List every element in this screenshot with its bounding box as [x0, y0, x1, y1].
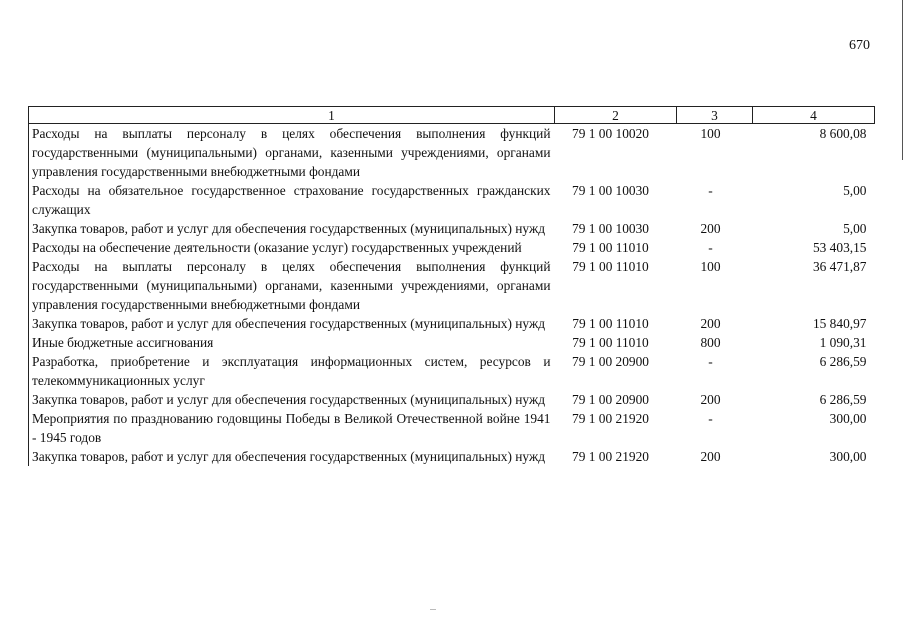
table-row — [29, 181, 875, 219]
column-header-2: 2 — [555, 107, 677, 124]
row-amount-cell: 8 600,08 — [819, 126, 867, 141]
row-expense-type-cell: 100 — [700, 259, 721, 274]
scan-speck — [430, 609, 436, 610]
row-name-cell: Закупка товаров, работ и услуг для обеспечения государственных (муниципальных) нужд — [29, 314, 555, 333]
row-name-cell: Расходы на обязательное государственное страхование государственных гражданских служащих — [29, 181, 555, 219]
row-name-cell: Разработка, приобретение и эксплуатация информационных систем, ресурсов и телекоммуникационных услуг — [29, 352, 555, 390]
row-code-cell: 79 1 00 11010 — [572, 316, 649, 331]
row-name-cell: Расходы на обеспечение деятельности (оказание услуг) государственных учреждений — [29, 238, 555, 257]
row-code-cell: 79 1 00 21920 — [572, 411, 649, 426]
row-code-cell: 79 1 00 11010 — [572, 240, 649, 255]
budget-table — [28, 106, 875, 466]
row-expense-type-cell: 200 — [700, 316, 721, 331]
row-amount-cell: 36 471,87 — [812, 259, 867, 274]
row-expense-type-cell: 200 — [700, 449, 721, 464]
row-code-cell: 79 1 00 10020 — [572, 126, 649, 141]
row-amount-cell: 6 286,59 — [819, 392, 867, 407]
column-header-4: 4 — [753, 107, 875, 124]
row-name-cell: Закупка товаров, работ и услуг для обеспечения государственных (муниципальных) нужд — [29, 447, 555, 466]
row-expense-type-cell: 100 — [700, 126, 721, 141]
page-number: 670 — [849, 38, 870, 53]
row-amount-cell: 53 403,15 — [812, 240, 867, 255]
row-amount-cell: 6 286,59 — [819, 354, 867, 369]
column-header-3: 3 — [677, 107, 753, 124]
row-name-cell: Закупка товаров, работ и услуг для обеспечения государственных (муниципальных) нужд — [29, 219, 555, 238]
table-row — [29, 124, 875, 182]
table-row — [29, 314, 875, 333]
row-expense-type-cell: - — [708, 240, 713, 255]
table-row — [29, 390, 875, 409]
row-expense-type-cell: - — [708, 354, 713, 369]
row-amount-cell: 1 090,31 — [819, 335, 867, 350]
row-code-cell: 79 1 00 11010 — [572, 259, 649, 274]
row-code-cell: 79 1 00 10030 — [572, 221, 649, 236]
table-body — [29, 124, 875, 467]
row-expense-type-cell: 200 — [700, 221, 721, 236]
table-row — [29, 219, 875, 238]
row-name-cell: Расходы на выплаты персоналу в целях обеспечения выполнения функций государственными (муниципальными) органами, казенными учреждениями, органами управления государственными внебюджетными фондами — [29, 257, 555, 314]
row-code-cell: 79 1 00 21920 — [572, 449, 649, 464]
table-row — [29, 238, 875, 257]
table-row — [29, 333, 875, 352]
table-row — [29, 409, 875, 447]
row-amount-cell: 300,00 — [829, 411, 867, 426]
row-code-cell: 79 1 00 20900 — [572, 354, 649, 369]
scan-edge-line — [902, 0, 903, 160]
table-row — [29, 447, 875, 466]
column-header-1: 1 — [29, 107, 555, 124]
row-expense-type-cell: 800 — [700, 335, 721, 350]
row-code-cell: 79 1 00 11010 — [572, 335, 649, 350]
row-name-cell: Закупка товаров, работ и услуг для обеспечения государственных (муниципальных) нужд — [29, 390, 555, 409]
row-name-cell: Расходы на выплаты персоналу в целях обеспечения выполнения функций государственными (муниципальными) органами, казенными учреждениями, органами управления государственными внебюджетными фондами — [29, 124, 555, 182]
header-row — [29, 107, 875, 124]
row-code-cell: 79 1 00 20900 — [572, 392, 649, 407]
row-amount-cell: 15 840,97 — [812, 316, 867, 331]
row-name-cell: Иные бюджетные ассигнования — [29, 333, 555, 352]
row-amount-cell: 5,00 — [843, 221, 867, 236]
row-amount-cell: 300,00 — [829, 449, 867, 464]
row-expense-type-cell: 200 — [700, 392, 721, 407]
row-name-cell: Мероприятия по празднованию годовщины Победы в Великой Отечественной войне 1941 - 1945 годов — [29, 409, 555, 447]
row-expense-type-cell: - — [708, 183, 713, 198]
row-expense-type-cell: - — [708, 411, 713, 426]
row-code-cell: 79 1 00 10030 — [572, 183, 649, 198]
row-amount-cell: 5,00 — [843, 183, 867, 198]
table-row — [29, 352, 875, 390]
table-row — [29, 257, 875, 314]
